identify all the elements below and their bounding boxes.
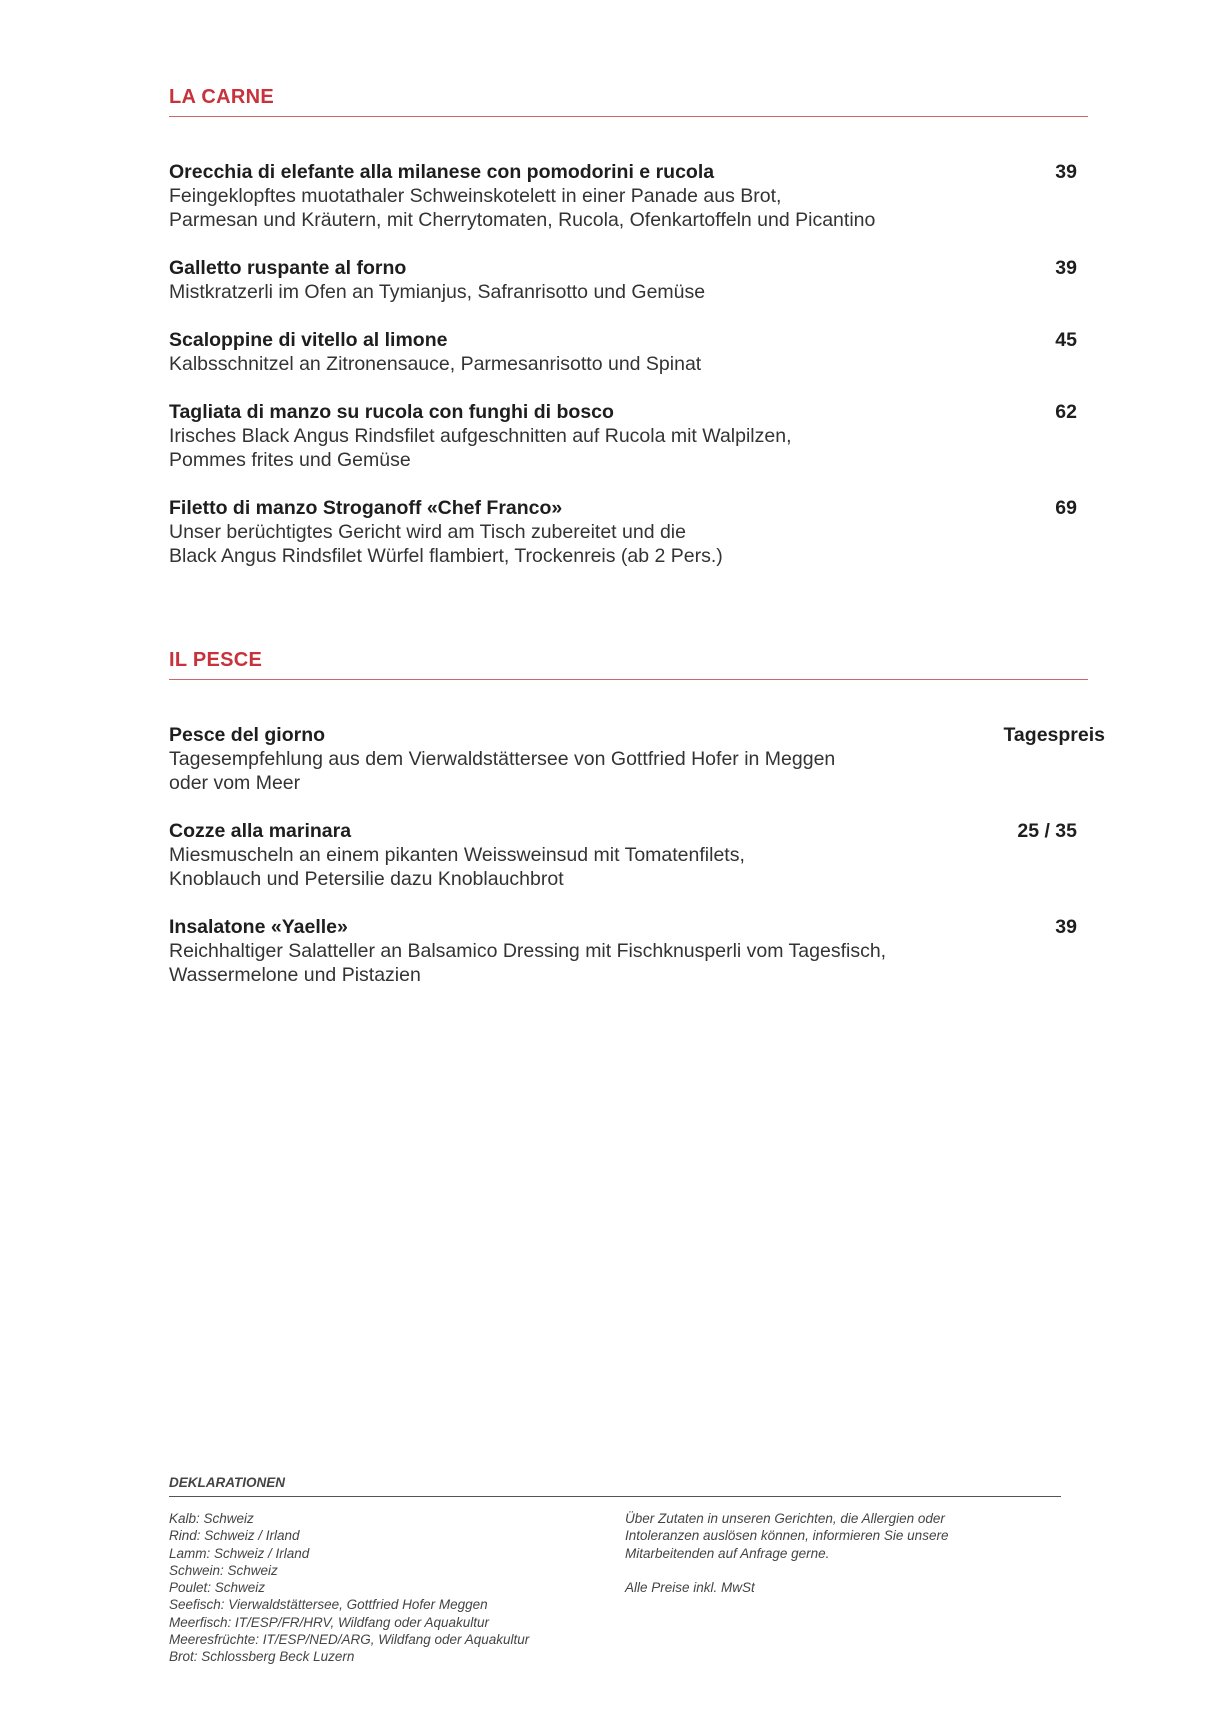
dish-price: 39 (1055, 916, 1077, 938)
dish-price: 69 (1055, 497, 1077, 519)
section-il-pesce (169, 647, 1105, 1011)
origin-line: Rind: Schweiz / Irland (169, 1528, 300, 1544)
declarations-columns (169, 1510, 1061, 1666)
declarations-footer (169, 1475, 1061, 1666)
menu-item (169, 160, 1088, 232)
origin-line: Poulet: Schweiz (169, 1580, 266, 1596)
menu-item (169, 328, 1088, 376)
section-title: IL PESCE (169, 647, 1088, 680)
menu-item (169, 496, 1088, 568)
dish-description: Feingeklopftes muotathaler Schweinskotelett in einer Panade aus Brot, Parmesan und Kräutern, mit Cherrytomaten, Rucola, Ofenkartoffeln und Picantino (169, 185, 876, 231)
dish-name: Filetto di manzo Stroganoff «Chef Franco» (169, 497, 563, 519)
dish-description: Mistkratzerli im Ofen an Tymianjus, Safranrisotto und Gemüse (169, 281, 706, 303)
dish-name: Scaloppine di vitello al limone (169, 329, 448, 351)
dish-description: Unser berüchtigtes Gericht wird am Tisch zubereitet und die Black Angus Rindsfilet Würfel flambiert, Trockenreis (ab 2 Pers.) (169, 521, 723, 567)
menu-list (169, 723, 1105, 987)
menu-item (169, 915, 1088, 987)
dish-name: Insalatone «Yaelle» (169, 916, 348, 938)
notes (625, 1510, 1061, 1666)
origin-line: Meeresfrüchte: IT/ESP/NED/ARG, Wildfang oder Aquakultur (169, 1632, 530, 1648)
section-title: LA CARNE (169, 84, 1088, 117)
origin-line: Lamm: Schweiz / Irland (169, 1545, 310, 1561)
dish-price: 45 (1055, 329, 1077, 351)
dish-description: Kalbsschnitzel an Zitronensauce, Parmesanrisotto und Spinat (169, 353, 702, 375)
dish-name: Cozze alla marinara (169, 820, 352, 842)
section-la-carne (169, 84, 1088, 592)
menu-list (169, 160, 1088, 568)
dish-description: Reichhaltiger Salatteller an Balsamico Dressing mit Fischknusperli vom Tagesfisch, Wassermelone und Pistazien (169, 940, 887, 986)
dish-price: 62 (1055, 401, 1077, 423)
allergy-note: Über Zutaten in unseren Gerichten, die Allergien oder Intoleranzen auslösen können, informieren Sie unsere Mitarbeitenden auf Anfrage gerne. (625, 1511, 949, 1561)
dish-description: Irisches Black Angus Rindsfilet aufgeschnitten auf Rucola mit Walpilzen, Pommes frites und Gemüse (169, 425, 792, 471)
dish-name: Tagliata di manzo su rucola con funghi di bosco (169, 401, 614, 423)
menu-item (169, 256, 1088, 304)
vat-note: Alle Preise inkl. MwSt (625, 1579, 755, 1595)
origin-line: Brot: Schlossberg Beck Luzern (169, 1649, 355, 1665)
origin-line: Meerfisch: IT/ESP/FR/HRV, Wildfang oder Aquakultur (169, 1614, 489, 1630)
dish-price: Tagespreis (1003, 724, 1105, 746)
dish-name: Orecchia di elefante alla milanese con pomodorini e rucola (169, 161, 715, 183)
declarations-title: DEKLARATIONEN (169, 1475, 1061, 1497)
origin-list (169, 1510, 625, 1666)
dish-name: Galletto ruspante al forno (169, 257, 407, 279)
dish-price: 39 (1055, 161, 1077, 183)
dish-description: Tagesempfehlung aus dem Vierwaldstättersee von Gottfried Hofer in Meggen oder vom Meer (169, 748, 836, 794)
menu-item (169, 723, 1105, 795)
menu-item (169, 400, 1088, 472)
dish-name: Pesce del giorno (169, 724, 326, 746)
menu-item (169, 819, 1088, 891)
origin-line: Seefisch: Vierwaldstättersee, Gottfried Hofer Meggen (169, 1597, 488, 1613)
origin-line: Schwein: Schweiz (169, 1562, 278, 1578)
dish-price: 39 (1055, 257, 1077, 279)
dish-price: 25 / 35 (1017, 820, 1077, 842)
origin-line: Kalb: Schweiz (169, 1511, 254, 1526)
dish-description: Miesmuscheln an einem pikanten Weissweinsud mit Tomatenfilets, Knoblauch und Petersilie dazu Knoblauchbrot (169, 844, 745, 890)
